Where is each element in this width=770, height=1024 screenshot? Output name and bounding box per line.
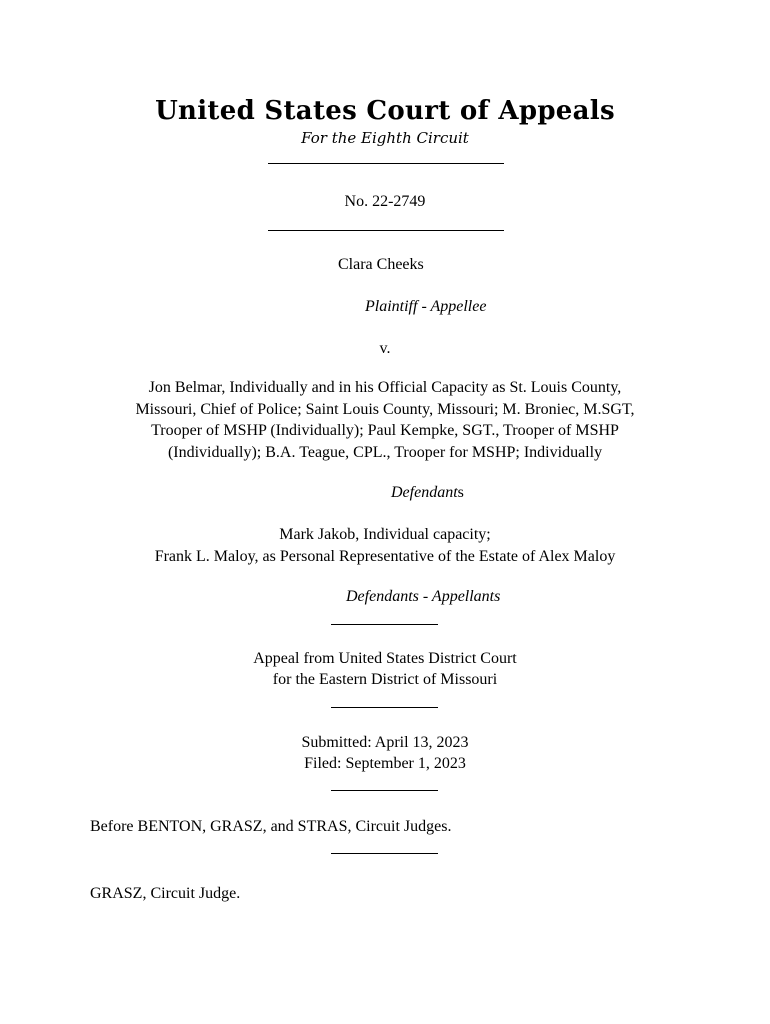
divider bbox=[268, 230, 504, 231]
defendants-line: Jon Belmar, Individually and in his Official Capacity as St. Louis County, bbox=[148, 379, 622, 396]
panel-judges: Before BENTON, GRASZ, and STRAS, Circuit Judges. bbox=[90, 818, 452, 835]
defendants-line: (Individually); B.A. Teague, CPL., Trooper for MSHP; Individually bbox=[167, 443, 603, 461]
plaintiff-name: Clara Cheeks bbox=[338, 256, 424, 273]
defendants-role-italic: Defendant bbox=[391, 484, 458, 501]
appellants-line: Mark Jakob, Individual capacity; bbox=[279, 526, 491, 543]
defendants-role bbox=[391, 483, 464, 503]
defendants-line: Missouri, Chief of Police; Saint Louis County, Missouri; M. Broniec, M.SGT, bbox=[135, 400, 635, 418]
defendants-line: Trooper of MSHP (Individually); Paul Kempke, SGT., Trooper of MSHP bbox=[151, 422, 619, 439]
appellants-list bbox=[0, 524, 770, 567]
divider bbox=[331, 707, 438, 708]
versus: v. bbox=[379, 340, 391, 357]
defendants-list bbox=[0, 377, 770, 463]
opinion-author: GRASZ, Circuit Judge. bbox=[90, 885, 241, 902]
appellants-line: Frank L. Maloy, as Personal Representative of the Estate of Alex Maloy bbox=[154, 547, 616, 565]
appeal-court-line1: Appeal from United States District Court bbox=[253, 650, 517, 667]
plaintiff-role: Plaintiff - Appellee bbox=[365, 298, 487, 315]
divider bbox=[331, 624, 438, 625]
defendants-role-suffix: s bbox=[457, 484, 464, 501]
divider bbox=[268, 163, 504, 164]
court-name: United States Court of Appeals bbox=[155, 96, 615, 126]
submitted-date: Submitted: April 13, 2023 bbox=[301, 734, 469, 751]
divider bbox=[331, 790, 438, 791]
case-number: No. 22-2749 bbox=[344, 193, 426, 210]
filed-date: Filed: September 1, 2023 bbox=[304, 755, 466, 772]
divider bbox=[331, 853, 438, 854]
appellants-role: Defendants - Appellants bbox=[346, 588, 501, 605]
appeal-court-line2: for the Eastern District of Missouri bbox=[272, 671, 498, 688]
circuit-name: For the Eighth Circuit bbox=[301, 129, 469, 147]
